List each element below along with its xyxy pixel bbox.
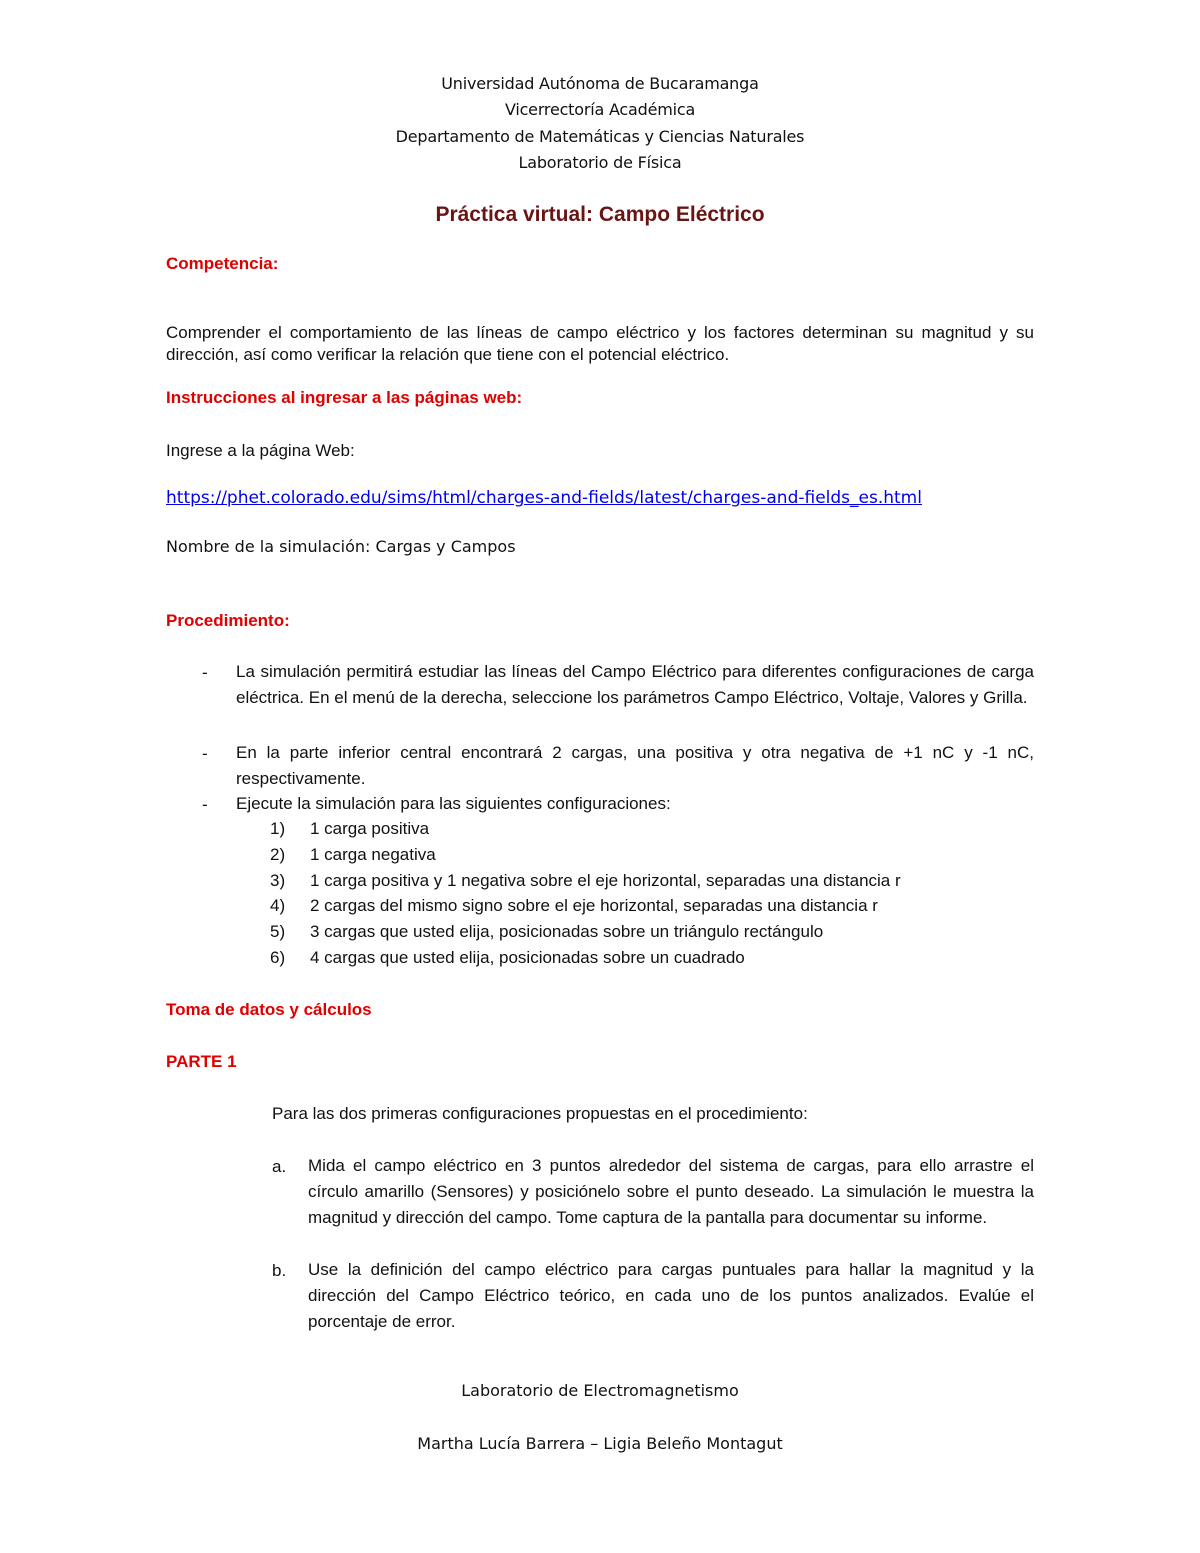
- item-mark: a.: [272, 1157, 287, 1176]
- config-number: 2): [270, 845, 286, 864]
- config-text: 4 cargas que usted elija, posicionadas sobre un cuadrado: [310, 948, 745, 967]
- config-number: 5): [270, 922, 286, 941]
- competencia-heading: Competencia:: [166, 254, 279, 273]
- bullet-dash: -: [202, 744, 208, 763]
- header-lab: Laboratorio de Física: [518, 153, 682, 172]
- config-item: [270, 922, 823, 942]
- header-university: Universidad Autónoma de Bucaramanga: [441, 74, 759, 93]
- header-vice: Vicerrectoría Académica: [504, 100, 696, 119]
- procedure-bullet: Ejecute la simulación para las siguientes configuraciones:: [236, 794, 671, 813]
- simulation-link[interactable]: https://phet.colorado.edu/sims/html/charges-and-fields/latest/charges-and-fields_es.html: [166, 488, 922, 508]
- procedure-bullet: En la parte inferior central encontrará 2 cargas, una positiva y otra negativa de +1 nC y -1 nC, respectivamente.: [236, 743, 1034, 788]
- config-number: 1): [270, 819, 286, 838]
- footer-lab: Laboratorio de Electromagnetismo: [461, 1381, 739, 1400]
- parte-intro: Para las dos primeras configuraciones propuestas en el procedimiento:: [272, 1104, 808, 1123]
- config-item: [270, 948, 745, 968]
- config-item: [270, 819, 429, 839]
- simulation-name: Nombre de la simulación: Cargas y Campos: [166, 537, 516, 556]
- procedimiento-heading: Procedimiento:: [166, 611, 290, 630]
- bullet-dash: -: [202, 663, 208, 682]
- competencia-text: Comprender el comportamiento de las líneas de campo eléctrico y los factores determinan su magnitud y su dirección, así como verificar la relación que tiene con el potencial eléctrico.: [166, 323, 1034, 364]
- task-item: Use la definición del campo eléctrico para cargas puntuales para hallar la magnitud y la dirección del Campo Eléctrico teórico, en cada uno de los puntos analizados. Evalúe el porcentaje de error.: [308, 1260, 1034, 1331]
- config-item: [270, 896, 878, 916]
- config-item: [270, 871, 901, 891]
- config-text: 1 carga negativa: [310, 845, 436, 864]
- header-department: Departamento de Matemáticas y Ciencias Naturales: [395, 127, 805, 146]
- parte-heading: PARTE 1: [166, 1052, 237, 1071]
- config-number: 6): [270, 948, 286, 967]
- footer-authors: Martha Lucía Barrera – Ligia Beleño Montagut: [417, 1434, 783, 1453]
- config-number: 4): [270, 896, 286, 915]
- task-item: Mida el campo eléctrico en 3 puntos alrededor del sistema de cargas, para ello arrastre el círculo amarillo (Sensores) y posiciónelo sobre el punto deseado. La simulación le muestra la magnitud y dirección del campo. Tome captura de la pantalla para documentar su informe.: [308, 1156, 1034, 1227]
- page-title: Práctica virtual: Campo Eléctrico: [435, 203, 765, 226]
- config-text: 3 cargas que usted elija, posicionadas sobre un triángulo rectángulo: [310, 922, 824, 941]
- config-text: 1 carga positiva y 1 negativa sobre el eje horizontal, separadas una distancia r: [310, 871, 901, 890]
- procedure-bullet: La simulación permitirá estudiar las líneas del Campo Eléctrico para diferentes configuraciones de carga eléctrica. En el menú de la derecha, seleccione los parámetros Campo Eléctrico, Voltaje, Valores y Grilla.: [236, 662, 1034, 707]
- item-mark: b.: [272, 1261, 287, 1280]
- config-text: 2 cargas del mismo signo sobre el eje horizontal, separadas una distancia r: [310, 896, 878, 915]
- ingrese-text: Ingrese a la página Web:: [166, 441, 355, 460]
- config-number: 3): [270, 871, 286, 890]
- config-text: 1 carga positiva: [310, 819, 430, 838]
- config-item: [270, 845, 436, 865]
- toma-heading: Toma de datos y cálculos: [166, 1000, 372, 1019]
- instrucciones-heading: Instrucciones al ingresar a las páginas web:: [166, 388, 523, 407]
- bullet-dash: -: [202, 795, 208, 814]
